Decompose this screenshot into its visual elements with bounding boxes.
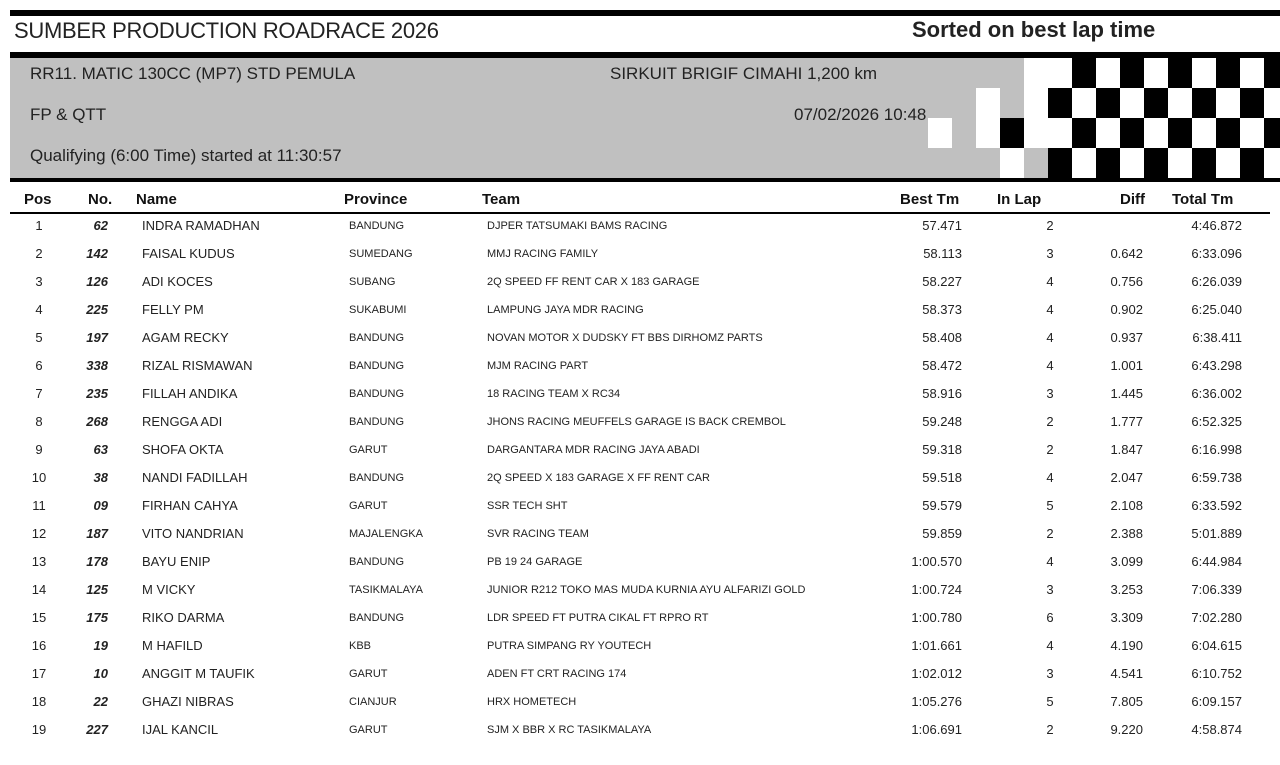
- checker-square: [1192, 88, 1216, 118]
- race-number: 225: [86, 302, 108, 317]
- best-time: 58.373: [922, 302, 962, 317]
- table-row: [0, 610, 1280, 638]
- best-time: 59.248: [922, 414, 962, 429]
- race-number: 175: [86, 610, 108, 625]
- position: 4: [35, 302, 43, 317]
- gap: 3.253: [1110, 582, 1143, 597]
- best-lap: 2: [1046, 218, 1054, 233]
- col-lap: In Lap: [997, 191, 1042, 208]
- position: 16: [31, 638, 47, 653]
- checker-square: [1120, 148, 1144, 178]
- checker-square: [1144, 118, 1168, 148]
- team-name: SJM X BBR X RC TASIKMALAYA: [487, 724, 652, 736]
- best-lap: 2: [1046, 414, 1054, 429]
- position: 11: [32, 498, 46, 513]
- best-time: 1:05.276: [911, 694, 962, 709]
- checker-square: [1024, 88, 1048, 118]
- team-name: SSR TECH SHT: [487, 500, 568, 512]
- sort-label: Sorted on best lap time: [912, 17, 1156, 42]
- rider-name: FELLY PM: [142, 302, 204, 317]
- col-total: Total Tm: [1172, 191, 1234, 208]
- col-team: Team: [482, 191, 521, 208]
- table-row: [0, 694, 1280, 722]
- total-time: 6:26.039: [1191, 274, 1242, 289]
- best-lap: 6: [1046, 610, 1054, 625]
- total-time: 7:02.280: [1191, 610, 1242, 625]
- checker-square: [1072, 118, 1096, 148]
- gap: 0.642: [1110, 246, 1143, 261]
- circuit-name: SIRKUIT BRIGIF CIMAHI 1,200 km: [610, 64, 878, 83]
- gap: 2.047: [1110, 470, 1143, 485]
- gap: 0.937: [1110, 330, 1143, 345]
- team-name: PB 19 24 GARAGE: [487, 556, 583, 568]
- province: SUBANG: [349, 276, 396, 288]
- checker-square: [1096, 58, 1120, 88]
- table-row: [0, 414, 1280, 442]
- race-number: 187: [86, 526, 108, 541]
- total-time: 4:58.874: [1191, 722, 1242, 737]
- province: KBB: [349, 640, 372, 652]
- table-row: [0, 638, 1280, 666]
- race-number: 235: [86, 386, 108, 401]
- position: 18: [31, 694, 47, 709]
- rider-name: FIRHAN CAHYA: [142, 498, 238, 513]
- team-name: JUNIOR R212 TOKO MAS MUDA KURNIA AYU ALFARIZI GOLD: [487, 584, 806, 596]
- checker-square: [1168, 88, 1192, 118]
- checker-square: [1024, 58, 1048, 88]
- checker-square: [1240, 58, 1264, 88]
- best-lap: 4: [1046, 330, 1054, 345]
- table-row: [0, 442, 1280, 470]
- best-time: 1:00.570: [911, 554, 962, 569]
- gap: 4.190: [1110, 638, 1143, 653]
- checker-square: [1240, 118, 1264, 148]
- team-name: JHONS RACING MEUFFELS GARAGE IS BACK CREMBOL: [487, 416, 786, 428]
- table-header-rule: [10, 212, 1270, 214]
- best-time: 1:01.661: [911, 638, 962, 653]
- checker-square: [1216, 148, 1240, 178]
- position: 17: [31, 666, 47, 681]
- total-time: 7:06.339: [1191, 582, 1242, 597]
- total-time: 6:25.040: [1191, 302, 1242, 317]
- checker-square: [1168, 148, 1192, 178]
- team-name: PUTRA SIMPANG RY YOUTECH: [487, 640, 652, 652]
- race-number: 62: [93, 218, 108, 233]
- gap: 1.847: [1110, 442, 1143, 457]
- table-row: [0, 498, 1280, 526]
- checker-square: [1096, 148, 1120, 178]
- position: 6: [35, 358, 43, 373]
- team-name: DJPER TATSUMAKI BAMS RACING: [487, 220, 668, 232]
- gap: 4.541: [1110, 666, 1143, 681]
- checker-square: [1192, 148, 1216, 178]
- checkered-flag-graphic: [880, 58, 1280, 178]
- total-time: 6:59.738: [1191, 470, 1242, 485]
- position: 19: [31, 722, 47, 737]
- checker-square: [1192, 58, 1216, 88]
- gap: 2.388: [1110, 526, 1143, 541]
- race-number: 22: [93, 694, 108, 709]
- best-time: 59.579: [922, 498, 962, 513]
- best-time: 57.471: [922, 218, 962, 233]
- rider-name: INDRA RAMADHAN: [142, 218, 260, 233]
- checker-square: [1072, 148, 1096, 178]
- province: CIANJUR: [349, 696, 397, 708]
- best-lap: 4: [1046, 470, 1054, 485]
- race-number: 268: [86, 414, 108, 429]
- province: BANDUNG: [349, 388, 405, 400]
- checker-square: [1216, 58, 1240, 88]
- checker-square: [1264, 148, 1280, 178]
- gap: 3.099: [1110, 554, 1143, 569]
- gap: 0.902: [1110, 302, 1143, 317]
- table-row: [0, 358, 1280, 386]
- race-number: 178: [86, 554, 108, 569]
- total-time: 6:04.615: [1191, 638, 1242, 653]
- table-row: [0, 330, 1280, 358]
- best-lap: 2: [1046, 722, 1054, 737]
- session-datetime: 07/02/2026 10:48: [794, 105, 927, 124]
- best-lap: 5: [1046, 694, 1054, 709]
- checker-square: [1144, 148, 1168, 178]
- gap: 1.445: [1110, 386, 1143, 401]
- rider-name: FILLAH ANDIKA: [142, 386, 238, 401]
- best-lap: 2: [1046, 526, 1054, 541]
- session-name: FP & QTT: [30, 105, 107, 124]
- gap: 1.777: [1110, 414, 1143, 429]
- total-time: 6:09.157: [1191, 694, 1242, 709]
- race-number: 142: [86, 246, 108, 261]
- team-name: MJM RACING PART: [487, 360, 589, 372]
- checker-square: [976, 88, 1000, 118]
- info-rule: [10, 178, 1280, 182]
- checker-square: [976, 118, 1000, 148]
- race-number: 09: [93, 498, 108, 513]
- checker-square: [1096, 118, 1120, 148]
- rider-name: M VICKY: [142, 582, 196, 597]
- race-number: 227: [86, 722, 108, 737]
- total-time: 6:36.002: [1191, 386, 1242, 401]
- best-time: 58.408: [922, 330, 962, 345]
- checker-square: [1048, 88, 1072, 118]
- province: BANDUNG: [349, 416, 405, 428]
- team-name: 18 RACING TEAM X RC34: [487, 388, 621, 400]
- rider-name: RENGGA ADI: [142, 414, 223, 429]
- province: SUKABUMI: [349, 304, 407, 316]
- best-lap: 2: [1046, 442, 1054, 457]
- position: 10: [31, 470, 47, 485]
- total-time: 6:10.752: [1191, 666, 1242, 681]
- rider-name: M HAFILD: [142, 638, 203, 653]
- team-name: LDR SPEED FT PUTRA CIKAL FT RPRO RT: [487, 612, 709, 624]
- total-time: 4:46.872: [1191, 218, 1242, 233]
- checker-square: [1048, 148, 1072, 178]
- total-time: 6:52.325: [1191, 414, 1242, 429]
- best-time: 58.227: [922, 274, 962, 289]
- checker-square: [1120, 58, 1144, 88]
- best-lap: 3: [1046, 386, 1054, 401]
- team-name: 2Q SPEED X 183 GARAGE X FF RENT CAR: [487, 472, 710, 484]
- team-name: SVR RACING TEAM: [487, 528, 589, 540]
- rider-name: ADI KOCES: [142, 274, 213, 289]
- gap: 2.108: [1110, 498, 1143, 513]
- rider-name: AGAM RECKY: [142, 330, 229, 345]
- rider-name: IJAL KANCIL: [142, 722, 219, 737]
- checker-square: [1120, 88, 1144, 118]
- qualifying-info: Qualifying (6:00 Time) started at 11:30:57: [30, 146, 342, 165]
- province: BANDUNG: [349, 472, 405, 484]
- total-time: 6:38.411: [1192, 330, 1242, 345]
- province: BANDUNG: [349, 556, 405, 568]
- checker-square: [1240, 88, 1264, 118]
- province: BANDUNG: [349, 332, 405, 344]
- class-name: RR11. MATIC 130CC (MP7) STD PEMULA: [30, 64, 356, 83]
- checker-square: [1264, 118, 1280, 148]
- gap: 1.001: [1110, 358, 1143, 373]
- rider-name: BAYU ENIP: [142, 554, 211, 569]
- province: TASIKMALAYA: [349, 584, 423, 596]
- race-number: 125: [86, 582, 108, 597]
- top-rule: [10, 10, 1280, 16]
- race-number: 197: [86, 330, 108, 345]
- event-title: SUMBER PRODUCTION ROADRACE 2026: [14, 18, 439, 43]
- col-province: Province: [344, 191, 408, 208]
- total-time: 6:33.096: [1191, 246, 1242, 261]
- best-lap: 5: [1046, 498, 1054, 513]
- checker-square: [1000, 148, 1024, 178]
- total-time: 6:16.998: [1191, 442, 1242, 457]
- team-name: HRX HOMETECH: [487, 696, 577, 708]
- checker-square: [1264, 88, 1280, 118]
- total-time: 6:43.298: [1191, 358, 1242, 373]
- checker-square: [1168, 58, 1192, 88]
- team-name: ADEN FT CRT RACING 174: [487, 668, 627, 680]
- checker-square: [1216, 88, 1240, 118]
- race-number: 126: [86, 274, 108, 289]
- table-row: [0, 274, 1280, 302]
- best-time: 59.318: [922, 442, 962, 457]
- best-lap: 4: [1046, 302, 1054, 317]
- team-name: LAMPUNG JAYA MDR RACING: [487, 304, 644, 316]
- gap: 0.756: [1110, 274, 1143, 289]
- checker-square: [1024, 118, 1048, 148]
- rider-name: SHOFA OKTA: [142, 442, 224, 457]
- rider-name: GHAZI NIBRAS: [142, 694, 234, 709]
- best-lap: 4: [1046, 554, 1054, 569]
- rider-name: ANGGIT M TAUFIK: [142, 666, 255, 681]
- checker-square: [1264, 58, 1280, 88]
- best-lap: 4: [1046, 274, 1054, 289]
- province: GARUT: [349, 668, 388, 680]
- best-time: 1:00.780: [911, 610, 962, 625]
- position: 3: [35, 274, 43, 289]
- position: 14: [31, 582, 47, 597]
- race-number: 38: [93, 470, 108, 485]
- checker-square: [1072, 58, 1096, 88]
- total-time: 5:01.889: [1191, 526, 1242, 541]
- checker-square: [1240, 148, 1264, 178]
- table-row: [0, 302, 1280, 330]
- col-name: Name: [136, 191, 177, 208]
- total-time: 6:33.592: [1191, 498, 1242, 513]
- province: GARUT: [349, 444, 388, 456]
- table-row: [0, 386, 1280, 414]
- total-time: 6:44.984: [1191, 554, 1242, 569]
- checker-square: [1000, 118, 1024, 148]
- best-time: 58.916: [922, 386, 962, 401]
- best-time: 1:06.691: [911, 722, 962, 737]
- rider-name: FAISAL KUDUS: [142, 246, 235, 261]
- table-row: [0, 218, 1280, 246]
- best-time: 1:00.724: [911, 582, 962, 597]
- team-name: 2Q SPEED FF RENT CAR X 183 GARAGE: [487, 276, 700, 288]
- best-lap: 3: [1046, 246, 1054, 261]
- team-name: DARGANTARA MDR RACING JAYA ABADI: [487, 444, 700, 456]
- col-diff: Diff: [1120, 191, 1145, 208]
- checker-square: [1096, 88, 1120, 118]
- position: 9: [35, 442, 43, 457]
- rider-name: VITO NANDRIAN: [142, 526, 244, 541]
- col-best: Best Tm: [900, 191, 960, 208]
- race-number: 338: [86, 358, 108, 373]
- race-number: 19: [93, 638, 108, 653]
- gap: 3.309: [1110, 610, 1143, 625]
- checker-square: [1048, 118, 1072, 148]
- checker-square: [1072, 88, 1096, 118]
- table-row: [0, 246, 1280, 274]
- position: 12: [31, 526, 47, 541]
- team-name: NOVAN MOTOR X DUDSKY FT BBS DIRHOMZ PARTS: [487, 332, 763, 344]
- best-time: 1:02.012: [911, 666, 962, 681]
- province: MAJALENGKA: [349, 528, 423, 540]
- province: SUMEDANG: [349, 248, 413, 260]
- best-time: 59.859: [922, 526, 962, 541]
- position: 13: [31, 554, 47, 569]
- position: 1: [35, 218, 43, 233]
- checker-square: [1048, 58, 1072, 88]
- province: BANDUNG: [349, 220, 405, 232]
- race-number: 10: [93, 666, 108, 681]
- table-row: [0, 582, 1280, 610]
- best-lap: 4: [1046, 638, 1054, 653]
- province: GARUT: [349, 500, 388, 512]
- position: 7: [35, 386, 43, 401]
- team-name: MMJ RACING FAMILY: [487, 248, 599, 260]
- province: BANDUNG: [349, 612, 405, 624]
- best-time: 59.518: [922, 470, 962, 485]
- table-row: [0, 470, 1280, 498]
- best-time: 58.113: [923, 246, 962, 261]
- position: 5: [35, 330, 43, 345]
- checker-square: [928, 118, 952, 148]
- table-row: [0, 666, 1280, 694]
- race-number: 63: [93, 442, 108, 457]
- gap: 7.805: [1110, 694, 1143, 709]
- position: 8: [35, 414, 43, 429]
- checker-square: [1192, 118, 1216, 148]
- checker-square: [1144, 58, 1168, 88]
- checker-square: [1144, 88, 1168, 118]
- gap: 9.220: [1110, 722, 1143, 737]
- position: 2: [35, 246, 43, 261]
- col-no: No.: [88, 191, 113, 208]
- best-lap: 3: [1046, 582, 1054, 597]
- rider-name: RIZAL RISMAWAN: [142, 358, 253, 373]
- table-row: [0, 554, 1280, 582]
- position: 15: [31, 610, 47, 625]
- province: GARUT: [349, 724, 388, 736]
- checker-square: [1120, 118, 1144, 148]
- checker-square: [1216, 118, 1240, 148]
- checker-square: [1168, 118, 1192, 148]
- province: BANDUNG: [349, 360, 405, 372]
- best-time: 58.472: [922, 358, 962, 373]
- col-pos: Pos: [24, 191, 52, 208]
- rider-name: RIKO DARMA: [142, 610, 225, 625]
- best-lap: 3: [1046, 666, 1054, 681]
- table-row: [0, 722, 1280, 750]
- table-row: [0, 526, 1280, 554]
- best-lap: 4: [1046, 358, 1054, 373]
- rider-name: NANDI FADILLAH: [142, 470, 248, 485]
